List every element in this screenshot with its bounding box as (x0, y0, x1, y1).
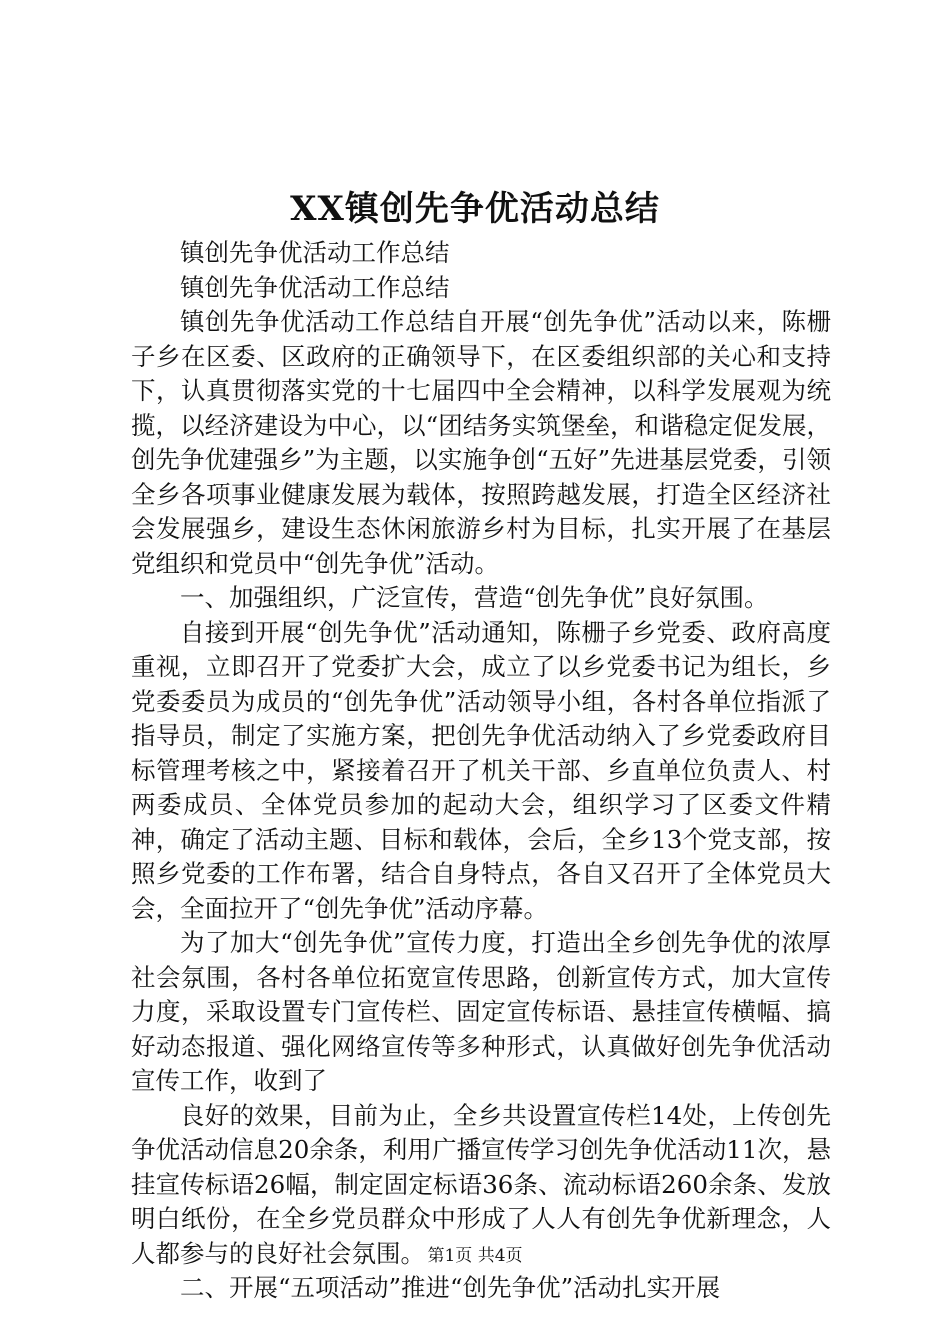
paragraph-results: 良好的效果，目前为止，全乡共设置宣传栏14处，上传创先争优活动信息20余条，利用广播宣传学习创先争优活动11次，悬挂宣传标语26幅，制定固定标语36条、流动标语260余条、发放明白纸份，在全乡党员群众中形成了人人有创先争优新理念，人人都参与的良好社会氛围。 (131, 1100, 831, 1268)
document-title: XX镇创先争优活动总结 (290, 189, 660, 229)
paragraph-subtitle-1: 镇创先争优活动工作总结 (180, 238, 450, 267)
section-heading-2: 二、开展“五项活动”推进“创先争优”活动扎实开展 (180, 1273, 721, 1302)
paragraph-subtitle-2: 镇创先争优活动工作总结 (180, 272, 450, 302)
paragraph-organization: 自接到开展“创先争优”活动通知，陈栅子乡党委、政府高度重视，立即召开了党委扩大会，成立了以乡党委书记为组长，乡党委委员为成员的“创先争优”活动领导小组，各村各单位指派了指导员，制定了实施方案，把创先争优活动纳入了乡党委政府目标管理考核之中，紧接着召开了机关干部、乡直单位负责人、村两委成员、全体党员参加的起动大会，组织学习了区委文件精神，确定了活动主题、目标和载体，会后，全乡13个党支部，按照乡党委的工作布署，结合自身特点，各自又召开了全体党员大会，全面拉开了“创先争优”活动序幕。 (131, 617, 831, 923)
paragraph-intro: 镇创先争优活动工作总结自开展“创先争优”活动以来，陈栅子乡在区委、区政府的正确领导下，在区委组织部的关心和支持下，认真贯彻落实党的十七届四中全会精神，以科学发展观为统揽，以经济建设为中心，以“团结务实筑堡垒，和谐稳定促发展，创先争优建强乡”为主题，以实施争创“五好”先进基层党委，引领全乡各项事业健康发展为载体，按照跨越发展，打造全区经济社会发展强乡，建设生态休闲旅游乡村为目标，扎实开展了在基层党组织和党员中“创先争优”活动。 (131, 307, 831, 578)
section-heading-1: 一、加强组织，广泛宣传，营造“创先争优”良好氛围。 (180, 583, 769, 612)
document-body (131, 236, 831, 1306)
paragraph-publicity: 为了加大“创先争优”宣传力度，打造出全乡创先争优的浓厚社会氛围，各村各单位拓宽宣传思路，创新宣传方式，加大宣传力度，采取设置专门宣传栏、固定宣传标语、悬挂宣传横幅、搞好动态报道、强化网络宣传等多种形式，认真做好创先争优活动宣传工作，收到了 (131, 928, 831, 1095)
page-number-footer: 第1页 共4页 (427, 1246, 523, 1266)
